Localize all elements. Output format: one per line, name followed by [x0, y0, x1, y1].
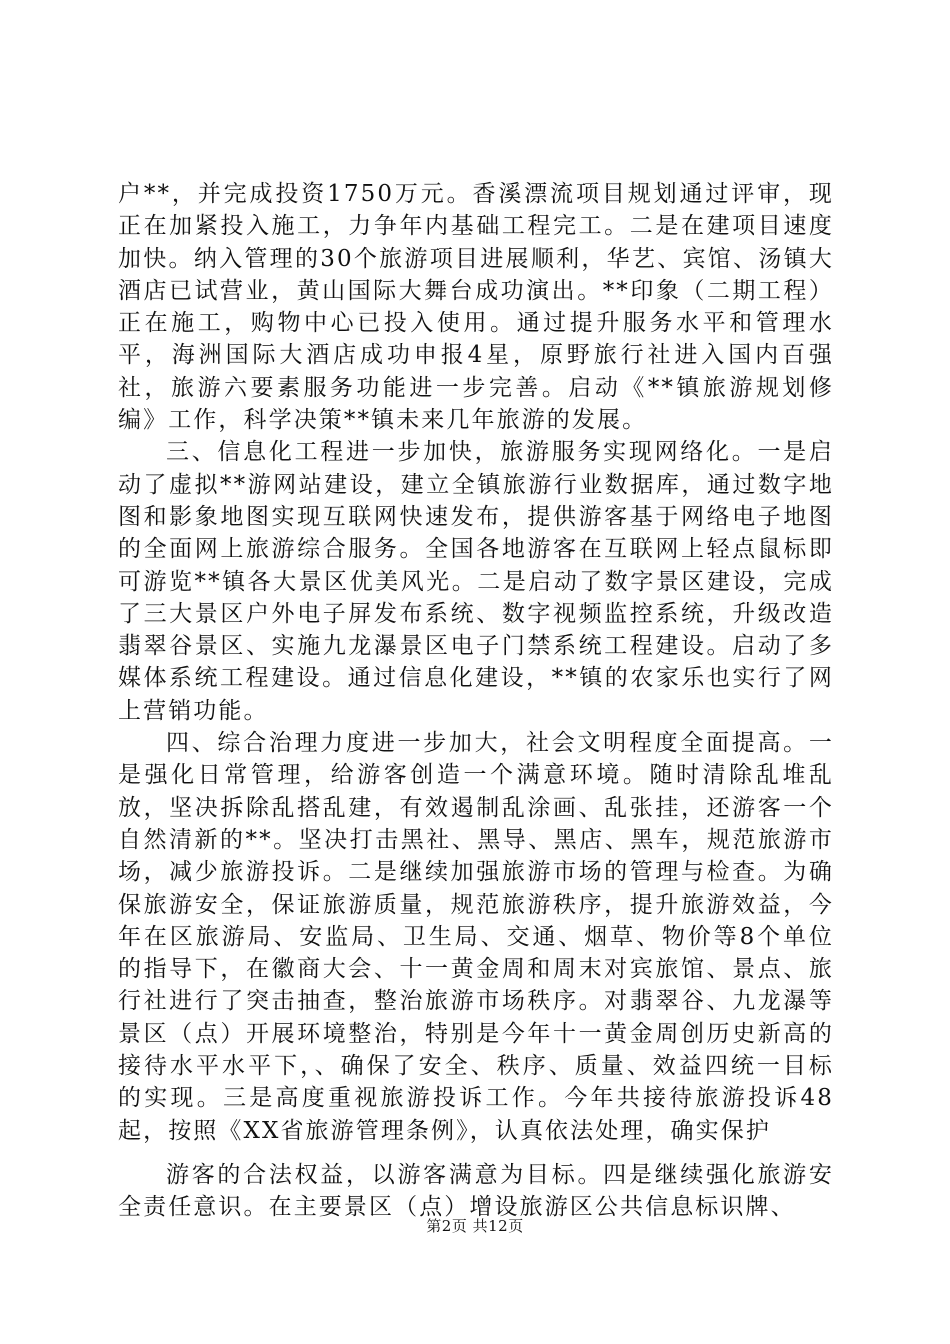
- page-number-label: 第2页 共12页: [426, 1217, 524, 1235]
- paragraph-tourist-rights: 游客的合法权益，以游客满意为目标。四是继续强化旅游安全责任意识。在主要景区（点）增设旅游区公共信息标识牌、: [118, 1161, 834, 1221]
- paragraph-section-three: 三、信息化工程进一步加快，旅游服务实现网络化。一是启动了虚拟**游网站建设，建立全镇旅游行业数据库，通过数字地图和影象地图实现互联网快速发布，提供游客基于网络电子地图的全面网上旅游综合服务。全国各地游客在互联网上轻点鼠标即可游览**镇各大景区优美风光。二是启动了数字景区建设，完成了三大景区户外电子屏发布系统、数字视频监控系统，升级改造翡翠谷景区、实施九龙瀑景区电子门禁系统工程建设。启动了多媒体系统工程建设。通过信息化建设，**镇的农家乐也实行了网上营销功能。: [118, 439, 834, 724]
- page-footer: [0, 1215, 950, 1236]
- paragraph-section-four: 四、综合治理力度进一步加大，社会文明程度全面提高。一是强化日常管理，给游客创造一个满意环境。随时清除乱堆乱放，坚决拆除乱搭乱建，有效遏制乱涂画、乱张挂，还游客一个自然清新的**。坚决打击黑社、黑导、黑店、黑车，规范旅游市场，减少旅游投诉。二是继续加强旅游市场的管理与检查。为确保旅游安全，保证旅游质量，规范旅游秩序，提升旅游效益，今年在区旅游局、安监局、卫生局、交通、烟草、物价等8个单位的指导下，在徽商大会、十一黄金周和周末对宾旅馆、景点、旅行社进行了突击抽查，整治旅游市场秩序。对翡翠谷、九龙瀑等景区（点）开展环境整治，特别是今年十一黄金周创历史新高的接待水平水平下，、确保了安全、秩序、质量、效益四统一目标的实现。三是高度重视旅游投诉工作。今年共接待旅游投诉48起，按照《XX省旅游管理条例》，认真依法处理，确实保护: [118, 730, 834, 1144]
- document-body: [118, 178, 834, 1224]
- paragraph-continuation: 户**，并完成投资1750万元。香溪漂流项目规划通过评审，现正在加紧投入施工，力争年内基础工程完工。二是在建项目速度加快。纳入管理的30个旅游项目进展顺利，华艺、宾馆、汤镇大酒店已试营业，黄山国际大舞台成功演出。**印象（二期工程）正在施工，购物中心已投入使用。通过提升服务水平和管理水平，海洲国际大酒店成功申报4星，原野旅行社进入国内百强社，旅游六要素服务功能进一步完善。启动《**镇旅游规划修编》工作，科学决策**镇未来几年旅游的发展。: [118, 181, 834, 434]
